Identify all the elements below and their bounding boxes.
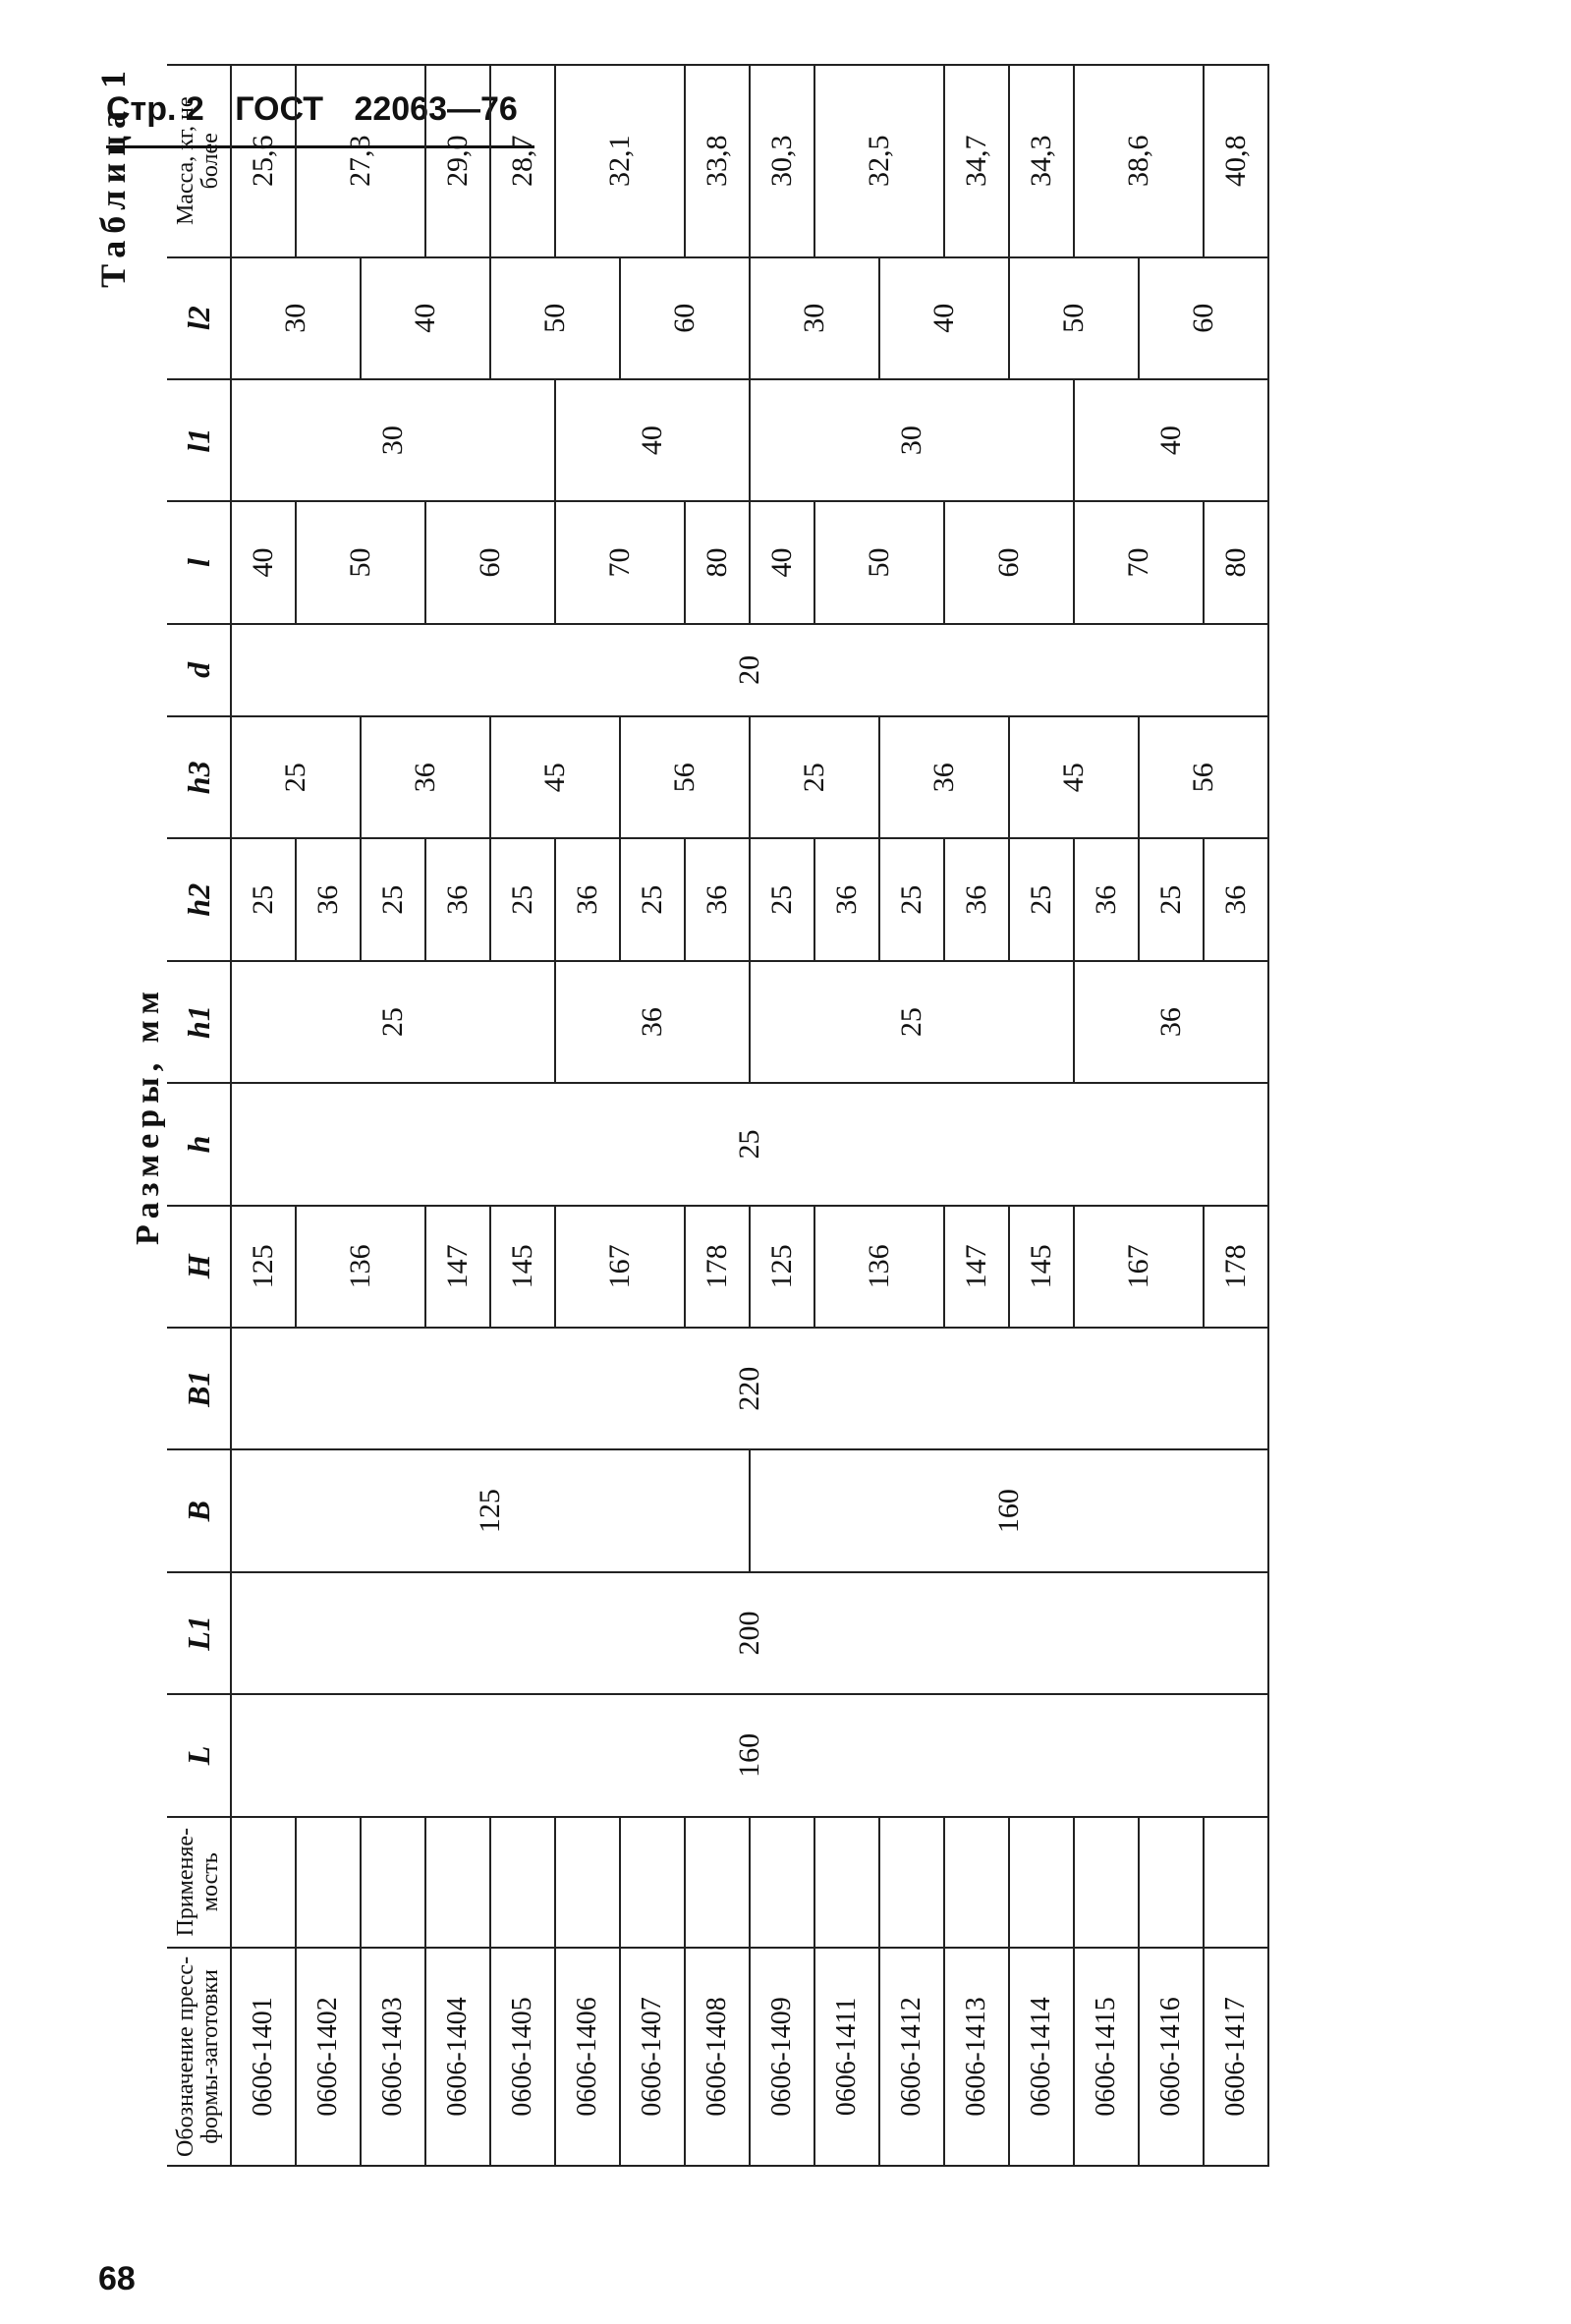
header-page-label: Стр. 2 bbox=[106, 90, 204, 128]
cell-l2: 40 bbox=[361, 257, 490, 379]
cell-h2: 36 bbox=[1074, 838, 1139, 960]
cell-code: 0606-1409 bbox=[750, 1948, 814, 2166]
cell-h1: 36 bbox=[1074, 961, 1268, 1083]
cell-code: 0606-1411 bbox=[814, 1948, 879, 2166]
cell-l: 60 bbox=[944, 501, 1074, 623]
cell-H: 136 bbox=[814, 1206, 944, 1328]
cell-h2: 36 bbox=[944, 838, 1009, 960]
cell-mass: 25,6 bbox=[231, 65, 296, 257]
cell-h2: 25 bbox=[620, 838, 685, 960]
cell-h2: 36 bbox=[296, 838, 361, 960]
cell-H: 125 bbox=[231, 1206, 296, 1328]
cell-code: 0606-1403 bbox=[361, 1948, 425, 2166]
cell-H: 178 bbox=[685, 1206, 750, 1328]
cell-use bbox=[1074, 1817, 1139, 1948]
cell-H: 178 bbox=[1204, 1206, 1268, 1328]
cell-H: 145 bbox=[490, 1206, 555, 1328]
header-standard-number: 22063—76 bbox=[354, 90, 518, 128]
cell-h3: 56 bbox=[620, 716, 750, 838]
col-L1-header: L1 bbox=[167, 1572, 231, 1694]
cell-h3: 36 bbox=[361, 716, 490, 838]
cell-h2: 25 bbox=[879, 838, 944, 960]
col-l-header: l bbox=[167, 501, 231, 623]
cell-h: 25 bbox=[231, 1083, 1268, 1205]
cell-H: 125 bbox=[750, 1206, 814, 1328]
cell-l2: 60 bbox=[1139, 257, 1268, 379]
col-B-header: B bbox=[167, 1449, 231, 1571]
cell-l2: 50 bbox=[1009, 257, 1139, 379]
cell-use bbox=[555, 1817, 620, 1948]
cell-mass: 32,5 bbox=[814, 65, 944, 257]
cell-h2: 36 bbox=[425, 838, 490, 960]
cell-code: 0606-1402 bbox=[296, 1948, 361, 2166]
cell-h2: 25 bbox=[231, 838, 296, 960]
cell-l2: 40 bbox=[879, 257, 1009, 379]
cell-B: 160 bbox=[750, 1449, 1268, 1571]
col-l1-header: l1 bbox=[167, 379, 231, 501]
cell-mass: 38,6 bbox=[1074, 65, 1204, 257]
cell-l1: 30 bbox=[750, 379, 1074, 501]
col-use-header: Применяе-мость bbox=[167, 1817, 231, 1948]
cell-use bbox=[620, 1817, 685, 1948]
cell-l: 70 bbox=[555, 501, 685, 623]
cell-h3: 45 bbox=[1009, 716, 1139, 838]
col-h-header: h bbox=[167, 1083, 231, 1205]
cell-H: 147 bbox=[425, 1206, 490, 1328]
cell-h2: 25 bbox=[361, 838, 425, 960]
cell-h2: 25 bbox=[1009, 838, 1074, 960]
cell-code: 0606-1404 bbox=[425, 1948, 490, 2166]
cell-use bbox=[425, 1817, 490, 1948]
cell-l: 40 bbox=[231, 501, 296, 623]
cell-l: 40 bbox=[750, 501, 814, 623]
col-H-header: H bbox=[167, 1206, 231, 1328]
cell-B1: 220 bbox=[231, 1328, 1268, 1449]
col-mass-header: Масса, кг, не более bbox=[167, 65, 231, 257]
cell-H: 145 bbox=[1009, 1206, 1074, 1328]
cell-B: 125 bbox=[231, 1449, 750, 1571]
cell-l2: 50 bbox=[490, 257, 620, 379]
cell-l: 50 bbox=[296, 501, 425, 623]
cell-H: 167 bbox=[1074, 1206, 1204, 1328]
cell-use bbox=[750, 1817, 814, 1948]
cell-h2: 25 bbox=[750, 838, 814, 960]
cell-l1: 40 bbox=[1074, 379, 1268, 501]
cell-code: 0606-1412 bbox=[879, 1948, 944, 2166]
cell-code: 0606-1408 bbox=[685, 1948, 750, 2166]
cell-use bbox=[879, 1817, 944, 1948]
cell-mass: 34,3 bbox=[1009, 65, 1074, 257]
col-B1-header: B1 bbox=[167, 1328, 231, 1449]
header-standard: ГОСТ bbox=[235, 90, 323, 128]
col-l2-header: l2 bbox=[167, 257, 231, 379]
cell-L: 160 bbox=[231, 1694, 1268, 1816]
cell-L1: 200 bbox=[231, 1572, 1268, 1694]
cell-h3: 36 bbox=[879, 716, 1009, 838]
cell-l2: 60 bbox=[620, 257, 750, 379]
dimensions-table bbox=[167, 64, 1269, 2167]
cell-mass: 30,3 bbox=[750, 65, 814, 257]
col-h2-header: h2 bbox=[167, 838, 231, 960]
col-code-header: Обозначение пресс-формы-заготовки bbox=[167, 1948, 231, 2166]
cell-mass: 29,0 bbox=[425, 65, 490, 257]
cell-mass: 40,8 bbox=[1204, 65, 1268, 257]
cell-l: 60 bbox=[425, 501, 555, 623]
cell-code: 0606-1417 bbox=[1204, 1948, 1268, 2166]
cell-use bbox=[685, 1817, 750, 1948]
cell-use bbox=[944, 1817, 1009, 1948]
cell-l: 80 bbox=[1204, 501, 1268, 623]
cell-code: 0606-1414 bbox=[1009, 1948, 1074, 2166]
cell-l2: 30 bbox=[231, 257, 361, 379]
cell-h2: 36 bbox=[814, 838, 879, 960]
cell-d: 20 bbox=[231, 624, 1268, 716]
table-caption: Таблица 1 bbox=[93, 64, 133, 288]
cell-code: 0606-1416 bbox=[1139, 1948, 1204, 2166]
cell-use bbox=[1204, 1817, 1268, 1948]
cell-h2: 25 bbox=[490, 838, 555, 960]
cell-l: 50 bbox=[814, 501, 944, 623]
cell-code: 0606-1401 bbox=[231, 1948, 296, 2166]
cell-h1: 25 bbox=[231, 961, 555, 1083]
cell-h2: 25 bbox=[1139, 838, 1204, 960]
col-h1-header: h1 bbox=[167, 961, 231, 1083]
cell-h3: 25 bbox=[231, 716, 361, 838]
col-d-header: d bbox=[167, 624, 231, 716]
cell-code: 0606-1415 bbox=[1074, 1948, 1139, 2166]
cell-l: 80 bbox=[685, 501, 750, 623]
cell-h2: 36 bbox=[555, 838, 620, 960]
cell-H: 136 bbox=[296, 1206, 425, 1328]
dimensions-caption: Размеры, мм bbox=[130, 986, 166, 1245]
cell-H: 167 bbox=[555, 1206, 685, 1328]
cell-h3: 56 bbox=[1139, 716, 1268, 838]
col-h3-header: h3 bbox=[167, 716, 231, 838]
cell-code: 0606-1413 bbox=[944, 1948, 1009, 2166]
cell-h1: 25 bbox=[750, 961, 1074, 1083]
cell-h1: 36 bbox=[555, 961, 750, 1083]
cell-use bbox=[1139, 1817, 1204, 1948]
cell-l1: 40 bbox=[555, 379, 750, 501]
cell-use bbox=[1009, 1817, 1074, 1948]
cell-h3: 25 bbox=[750, 716, 879, 838]
cell-code: 0606-1406 bbox=[555, 1948, 620, 2166]
cell-use bbox=[490, 1817, 555, 1948]
cell-code: 0606-1405 bbox=[490, 1948, 555, 2166]
cell-code: 0606-1407 bbox=[620, 1948, 685, 2166]
cell-mass: 34,7 bbox=[944, 65, 1009, 257]
table-row bbox=[231, 65, 296, 2166]
col-L-header: L bbox=[167, 1694, 231, 1816]
cell-mass: 28,7 bbox=[490, 65, 555, 257]
cell-l2: 30 bbox=[750, 257, 879, 379]
cell-use bbox=[296, 1817, 361, 1948]
cell-h2: 36 bbox=[1204, 838, 1268, 960]
cell-use bbox=[814, 1817, 879, 1948]
cell-l1: 30 bbox=[231, 379, 555, 501]
cell-l: 70 bbox=[1074, 501, 1204, 623]
table-header-row bbox=[167, 65, 231, 2166]
cell-h3: 45 bbox=[490, 716, 620, 838]
cell-mass: 33,8 bbox=[685, 65, 750, 257]
cell-H: 147 bbox=[944, 1206, 1009, 1328]
cell-use bbox=[361, 1817, 425, 1948]
cell-mass: 32,1 bbox=[555, 65, 685, 257]
cell-h2: 36 bbox=[685, 838, 750, 960]
cell-mass: 27,3 bbox=[296, 65, 425, 257]
cell-use bbox=[231, 1817, 296, 1948]
page-number: 68 bbox=[98, 2260, 136, 2297]
